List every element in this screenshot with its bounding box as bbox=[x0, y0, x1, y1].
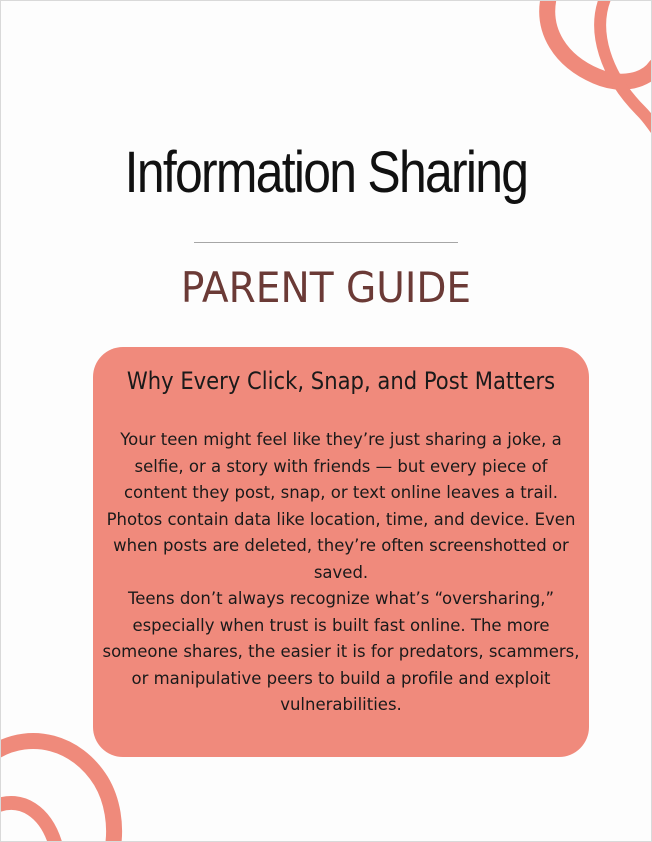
title-divider bbox=[194, 242, 458, 243]
info-card bbox=[93, 347, 589, 757]
swirl-ribbon-icon bbox=[521, 1, 651, 141]
card-heading: Why Every Click, Snap, and Post Matters bbox=[126, 367, 556, 395]
page-subtitle: PARENT GUIDE bbox=[180, 263, 472, 312]
page-title: Information Sharing bbox=[124, 140, 528, 205]
card-paragraph-2: Teens don’t always recognize what’s “oversharing,” especially when trust is built fast online. The more someone shares, the easier it is for predators, scammers, or manipulative peers to build a profile and exploit vulnerabilities. bbox=[102, 589, 580, 714]
card-paragraph-1: Your teen might feel like they’re just sharing a joke, a selfie, or a story with friends — but every piece of content they post, snap, or text online leaves a trail. Photos contain data like location, time, and device. Even when posts are deleted, they’re often screenshotted or saved. bbox=[106, 430, 576, 582]
card-body bbox=[101, 427, 581, 719]
